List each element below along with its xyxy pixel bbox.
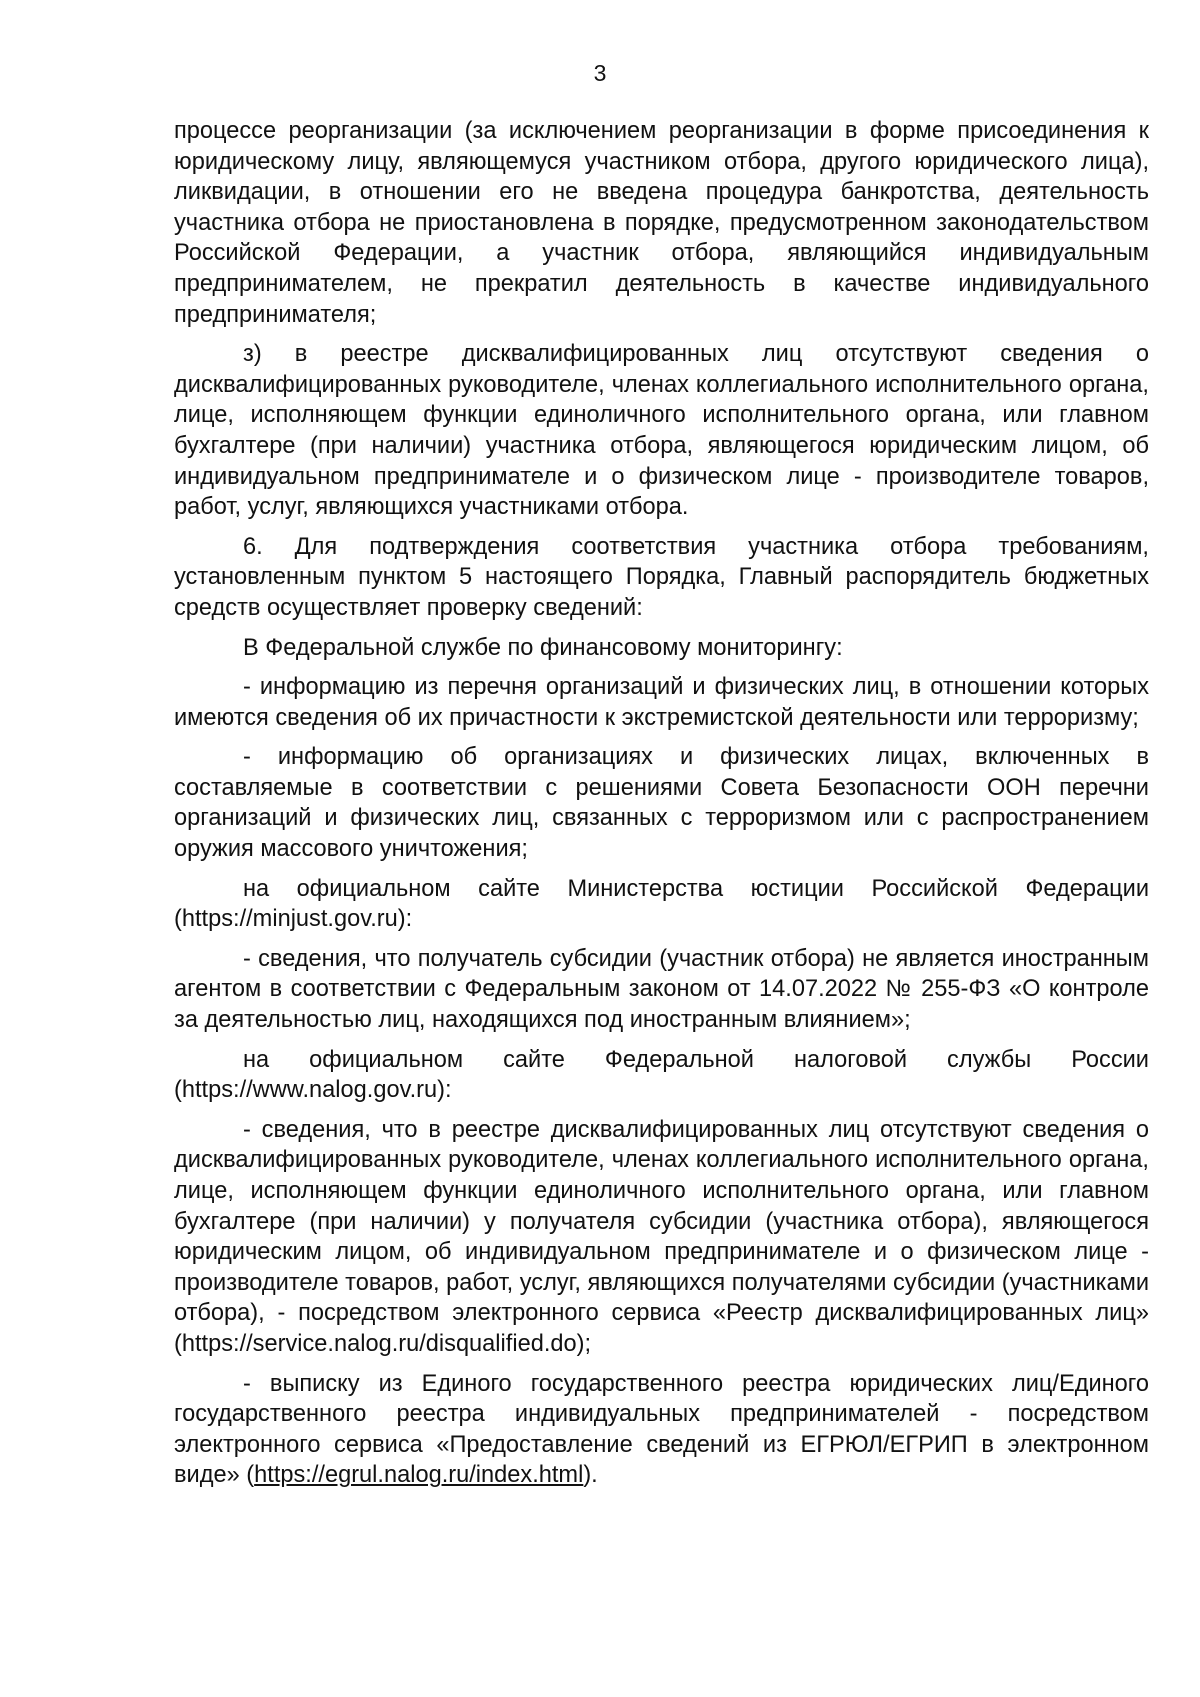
- paragraph-disqualified-registry: - сведения, что в реестре дисквалифицированных лиц отсутствуют сведения о дисквалифицированных руководителе, членах коллегиального исполнительного органа, лице, исполняющем функции единоличного исполнительного органа, или главном бухгалтере (при наличии) у получателя субсидии (участника отбора), являющегося юридическим лицом, об индивидуальном предпринимателе и о физическом лице - производителе товаров, работ, услуг, являющихся получателями субсидии (участниками отбора), - посредством электронного сервиса «Реестр дисквалифицированных лиц» (https://service.nalog.ru/disqualified.do);: [174, 1116, 1149, 1357]
- paragraph-minjust-site: на официальном сайте Министерства юстиции Российской Федерации (https://minjust.gov.ru):: [174, 875, 1149, 933]
- egrul-tail: ).: [583, 1462, 598, 1489]
- paragraph-fns-site: на официальном сайте Федеральной налоговой службы России (https://www.nalog.gov.ru):: [174, 1046, 1149, 1104]
- paragraph-continuation: процессе реорганизации (за исключением реорганизации в форме присоединения к юридическому лицу, являющемуся участником отбора, другого юридического лица), ликвидации, в отношении его не введена процедура банкротства, деятельность участника отбора не приостановлена в порядке, предусмотренном законодательством Российской Федерации, а участник отбора, являющийся индивидуальным предпринимателем, не прекратил деятельность в качестве индивидуального предпринимателя;: [174, 118, 1149, 328]
- paragraph-extremism-list: - информацию из перечня организаций и физических лиц, в отношении которых имеются сведения об их причастности к экстремистской деятельности или терроризму;: [174, 674, 1149, 731]
- paragraph-section-6: 6. Для подтверждения соответствия участника отбора требованиям, установленным пунктом 5 настоящего Порядка, Главный распорядитель бюджетных средств осуществляет проверку сведений:: [174, 533, 1149, 621]
- document-body: [174, 116, 1149, 1500]
- paragraph-foreign-agent: - сведения, что получатель субсидии (участник отбора) не является иностранным агентом в соответствии с Федеральным законом от 14.07.2022 № 255-ФЗ «О контроле за деятельностью лиц, находящихся под иностранным влиянием»;: [174, 945, 1149, 1034]
- paragraph-item-z: з) в реестре дисквалифицированных лиц отсутствуют сведения о дисквалифицированных руководителе, членах коллегиального исполнительного органа, лице, исполняющем функции единоличного исполнительного органа, или главном бухгалтере (при наличии) участника отбора, являющегося юридическим лицом, об индивидуальном предпринимателе и о физическом лице - производителе товаров, работ, услуг, являющихся участниками отбора.: [174, 341, 1149, 521]
- egrul-link[interactable]: https://egrul.nalog.ru/index.html: [254, 1462, 584, 1489]
- paragraph-egrul-extract: [174, 1369, 1149, 1491]
- egrul-text: - выписку из Единого государственного реестра юридических лиц/Единого государственного реестра индивидуальных предпринимателей - посредством электронного сервиса «Предоставление сведений из ЕГРЮЛ/ЕГРИП в электронном виде» (: [174, 1370, 1149, 1489]
- page-number: 3: [593, 60, 607, 86]
- paragraph-rosfinmonitoring: В Федеральной службе по финансовому мониторингу:: [243, 634, 843, 661]
- paragraph-un-list: - информацию об организациях и физических лицах, включенных в составляемые в соответствии с решениями Совета Безопасности ООН перечни организаций и физических лиц, связанных с терроризмом или с распространением оружия массового уничтожения;: [174, 744, 1149, 863]
